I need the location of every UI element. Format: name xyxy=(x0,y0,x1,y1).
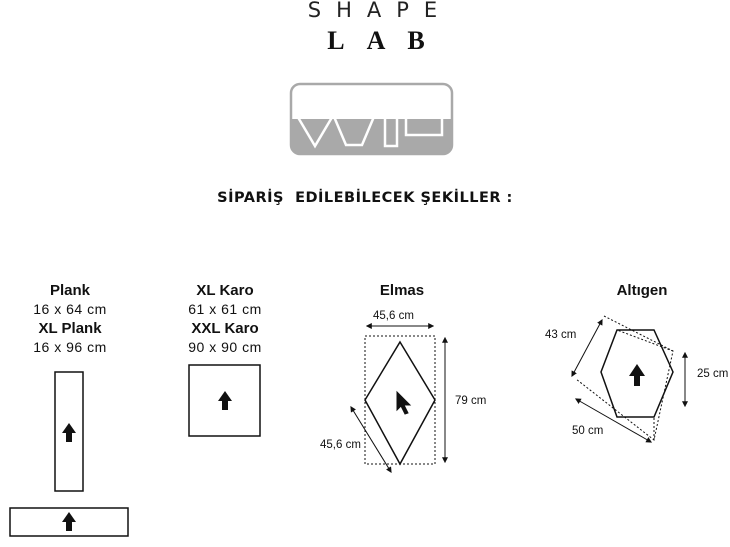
altigen-side-arrow xyxy=(572,320,602,376)
xxl-karo-size: 90 x 90 cm xyxy=(188,339,262,355)
xl-karo-size: 61 x 61 cm xyxy=(188,301,262,317)
elmas-side-label: 45,6 cm xyxy=(320,439,361,451)
plank-size: 16 x 64 cm xyxy=(33,301,107,317)
altigen-side-label: 43 cm xyxy=(545,329,577,341)
xl-karo-title: XL Karo xyxy=(196,282,254,299)
plank-title: Plank xyxy=(49,282,91,299)
page-heading: SİPARİŞ EDİLEBİLECEK ŞEKİLLER : xyxy=(217,190,513,206)
brand-name-bottom: LAB xyxy=(327,26,447,55)
elmas-width-label: 45,6 cm xyxy=(373,310,414,322)
elmas-height-label: 79 cm xyxy=(455,395,487,407)
xxl-karo-title: XXL Karo xyxy=(191,320,259,337)
altigen-height-label: 25 cm xyxy=(697,368,729,380)
elmas-title: Elmas xyxy=(379,282,425,299)
xl-plank-size: 16 x 96 cm xyxy=(33,339,107,355)
altigen-width-label: 50 cm xyxy=(572,425,604,437)
xl-plank-title: XL Plank xyxy=(38,320,102,337)
brand-name-top: SHAPE xyxy=(307,0,453,22)
altigen-title: Altıgen xyxy=(616,282,668,299)
